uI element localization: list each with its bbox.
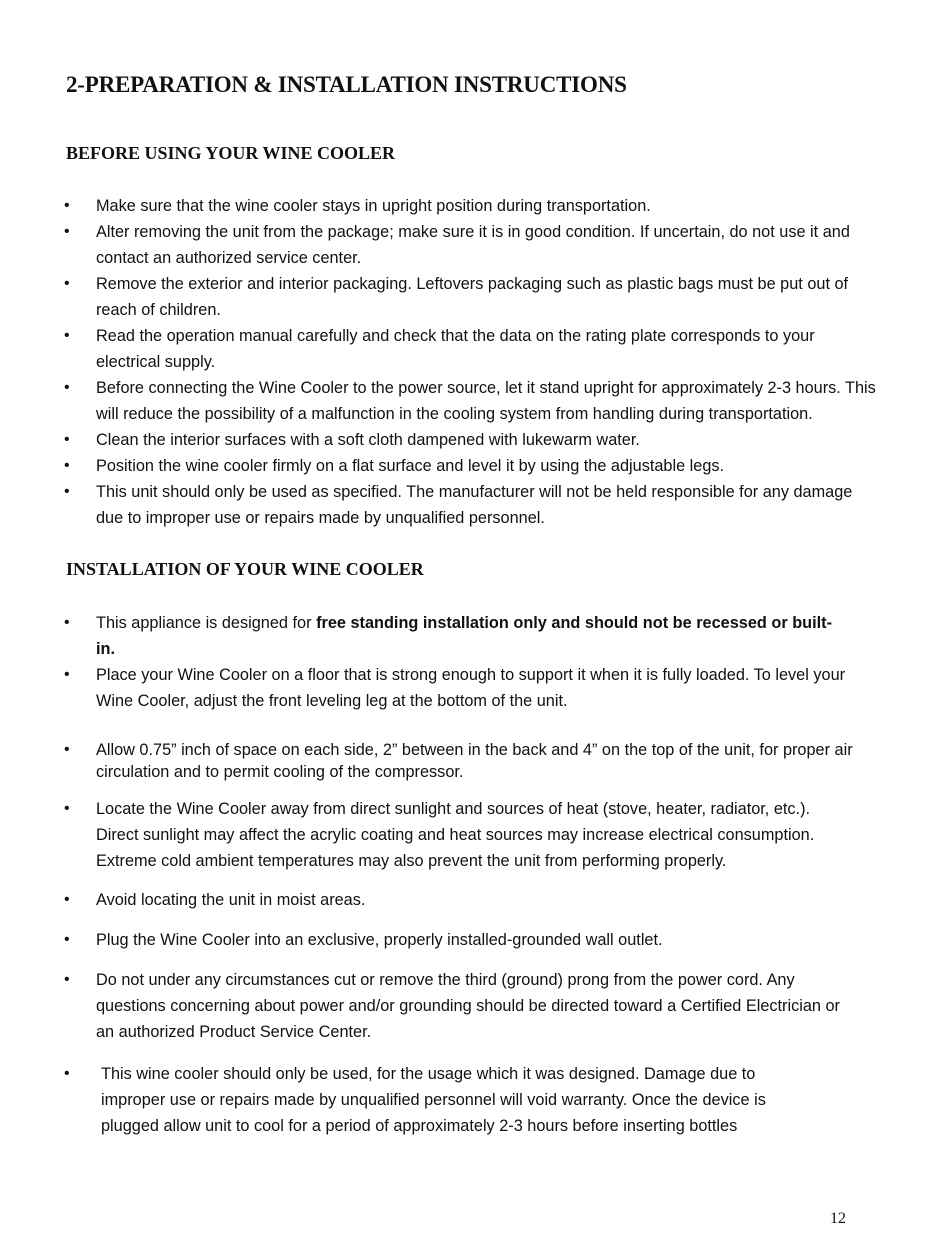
installation-list-outlet [62, 927, 882, 953]
list-item: • Read the operation manual carefully and check that the data on the rating plate corresponds to your electrical supply. [62, 323, 882, 375]
list-item: • Do not under any circumstances cut or remove the third (ground) prong from the power cord. Any questions concerning about power and/or grounding should be directed toward a Certified Electrician or an authorized Product Service Center. [62, 967, 842, 1045]
list-item: • Before connecting the Wine Cooler to the power source, let it stand upright for approximately 2-3 hours. This will reduce the possibility of a malfunction in the cooling system from handling during transportation. [62, 375, 882, 427]
before-using-list [62, 193, 882, 531]
installation-list-moist [62, 887, 882, 913]
list-item: • Plug the Wine Cooler into an exclusive, properly installed-grounded wall outlet. [62, 927, 882, 953]
list-item: • Position the wine cooler firmly on a flat surface and level it by using the adjustable legs. [62, 453, 882, 479]
installation-list-continued [62, 739, 882, 783]
page-title: 2-PREPARATION & INSTALLATION INSTRUCTIONS [66, 72, 627, 97]
list-item: • Allow 0.75” inch of space on each side, 2” between in the back and 4” on the top of the unit, for proper air circulation and to permit cooling of the compressor. [62, 739, 882, 783]
installation-list [62, 610, 882, 714]
list-item: • Locate the Wine Cooler away from direct sunlight and sources of heat (stove, heater, radiator, etc.). Direct sunlight may affect the acrylic coating and heat sources may increase electrical consumption. Extreme cold ambient temperatures may also prevent the unit from performing properly. [62, 796, 852, 874]
free-standing-emphasis: free standing installation only and should not be recessed or built-in. [96, 614, 832, 658]
list-item: • Avoid locating the unit in moist areas. [62, 887, 882, 913]
list-item: • This wine cooler should only be used, for the usage which it was designed. Damage due to improper use or repairs made by unqualified personnel will void warranty. Once the device is plugged allow unit to cool for a period of approximately 2-3 hours before inserting bottles [62, 1061, 802, 1139]
installation-list-usage [62, 1061, 802, 1139]
list-item: • Clean the interior surfaces with a soft cloth dampened with lukewarm water. [62, 427, 882, 453]
list-item: • Alter removing the unit from the package; make sure it is in good condition. If uncertain, do not use it and contact an authorized service center. [62, 219, 882, 271]
list-item: • This unit should only be used as specified. The manufacturer will not be held responsible for any damage due to improper use or repairs made by unqualified personnel. [62, 479, 882, 531]
installation-list-ground [62, 967, 842, 1045]
list-item: • Remove the exterior and interior packaging. Leftovers packaging such as plastic bags must be put out of reach of children. [62, 271, 882, 323]
list-item: • Place your Wine Cooler on a floor that is strong enough to support it when it is fully loaded. To level your Wine Cooler, adjust the front leveling leg at the bottom of the unit. [62, 662, 882, 714]
page-number: 12 [830, 1210, 846, 1227]
list-item-text: This appliance is designed for [96, 614, 317, 632]
list-item: • Make sure that the wine cooler stays in upright position during transportation. [62, 193, 882, 219]
installation-list-heat [62, 796, 852, 874]
list-item-free-standing [62, 610, 882, 662]
section-heading-before-using: BEFORE USING YOUR WINE COOLER [66, 143, 396, 163]
section-heading-installation: INSTALLATION OF YOUR WINE COOLER [66, 559, 424, 579]
